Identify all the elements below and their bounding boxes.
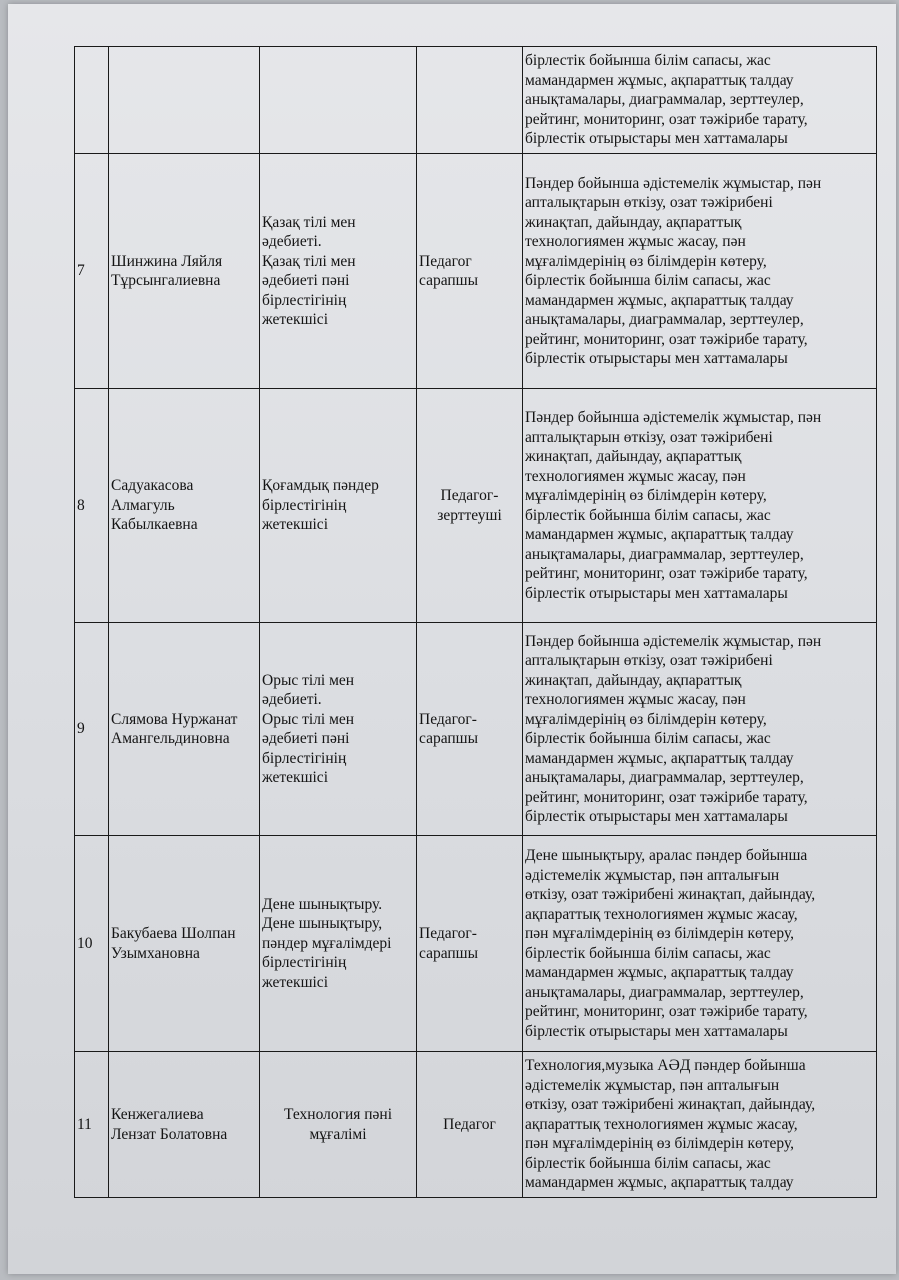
duties-cell <box>523 154 877 389</box>
duties-line: әдістемелік жұмыстар, пән апталығын <box>525 866 780 884</box>
subject-line: мұғалімі <box>309 1125 367 1143</box>
subject-line: Қоғамдық пәндер <box>262 477 379 495</box>
row-number-cell <box>75 623 109 836</box>
row-number: 7 <box>77 262 85 280</box>
duties-line: технологиямен жұмыс жасау, пән <box>525 233 746 250</box>
staff-name-line: Узымхановна <box>111 944 200 962</box>
duties-line: ақпараттық технологиямен жұмыс жасау, <box>525 905 798 923</box>
name-cell <box>109 154 260 389</box>
subject-line: Қазақ тілі мен <box>262 213 356 231</box>
duties-line: пән мұғалімдерінің өз білімдерін көтеру, <box>525 925 795 942</box>
row-number: 11 <box>77 1115 92 1133</box>
subject-cell <box>260 1052 417 1198</box>
duties-line: Дене шынықтыру, аралас пәндер бойынша <box>525 847 808 864</box>
subject-line: әдебиеті пәні <box>262 272 350 289</box>
duties-line: мамандармен жұмыс, ақпараттық талдау <box>525 71 794 89</box>
duties-line: мұғалімдерінің өз білімдерін көтеру, <box>525 710 767 728</box>
staff-name-line: Тұрсынгалиевна <box>111 272 221 289</box>
duties-line: анықтамалары, диаграммалар, зерттеулер, <box>525 983 804 1001</box>
duties-line: мамандармен жұмыс, ақпараттық талдау <box>525 1174 794 1192</box>
duties-cell <box>523 623 877 836</box>
subject-line: Қазақ тілі мен <box>262 252 356 270</box>
subject-line: жетекшісі <box>262 516 328 534</box>
duties-line: бірлестік бойынша білім сапасы, жас <box>525 52 771 70</box>
duties-line: анықтамалары, диаграммалар, зерттеулер, <box>525 91 804 109</box>
subject-cell <box>260 836 417 1052</box>
duties-line: жинақтап, дайындау, ақпараттық <box>525 448 742 465</box>
duties-line: бірлестік бойынша білім сапасы, жас <box>525 506 771 524</box>
category-line: Педагог- <box>440 487 499 504</box>
category-line: зерттеуші <box>437 506 502 524</box>
duties-line: Пәндер бойынша әдістемелік жұмыстар, пән <box>525 632 822 650</box>
duties-line: апталықтарын өткізу, озат тәжірибені <box>525 428 773 446</box>
staff-name-line: Кенжегалиева <box>111 1106 204 1123</box>
subject-line: әдебиеті пәні <box>262 730 350 747</box>
duties-line: рейтинг, мониторинг, озат тәжірибе тарату, <box>525 565 808 582</box>
category-cell <box>417 47 523 154</box>
subject-cell <box>260 623 417 836</box>
row-number-cell <box>75 836 109 1052</box>
duties-line: әдістемелік жұмыстар, пән апталығын <box>525 1076 780 1094</box>
duties-line: бірлестік бойынша білім сапасы, жас <box>525 944 771 962</box>
duties-line: апталықтарын өткізу, озат тәжірибені <box>525 652 773 669</box>
category-line: сарапшы <box>419 272 479 289</box>
staff-name-line: Амангельдиновна <box>111 730 230 747</box>
duties-cell <box>523 389 877 623</box>
subject-line: әдебиеті. <box>262 233 322 250</box>
duties-line: технологиямен жұмыс жасау, пән <box>525 467 746 485</box>
duties-line: Технология,музыка АӘД пәндер бойынша <box>525 1057 806 1075</box>
duties-line: бірлестік отырыстары мен хаттамалары <box>525 808 788 825</box>
staff-name-line: Лензат Болатовна <box>111 1125 228 1143</box>
duties-line: өткізу, озат тәжірибені жинақтап, дайындау, <box>525 886 816 903</box>
duties-line: анықтамалары, диаграммалар, зерттеулер, <box>525 769 804 786</box>
duties-line: анықтамалары, диаграммалар, зерттеулер, <box>525 311 804 328</box>
duties-line: бірлестік бойынша білім сапасы, жас <box>525 272 771 289</box>
staff-name-line: Садуакасова <box>111 477 194 495</box>
subject-line: Дене шынықтыру. <box>262 895 383 913</box>
duties-line: өткізу, озат тәжірибені жинақтап, дайындау, <box>525 1096 816 1114</box>
subject-line: пәндер мұғалімдері <box>262 934 392 952</box>
staff-table-body <box>75 47 877 1198</box>
table-row <box>75 389 877 623</box>
duties-line: Пәндер бойынша әдістемелік жұмыстар, пән <box>525 174 822 192</box>
category-line: Педагог- <box>419 925 477 942</box>
subject-cell <box>260 389 417 623</box>
duties-line: технологиямен жұмыс жасау, пән <box>525 691 746 708</box>
subject-line: жетекшісі <box>262 311 328 328</box>
row-number-cell <box>75 389 109 623</box>
duties-cell <box>523 1052 877 1198</box>
table-row <box>75 154 877 389</box>
category-line: сарапшы <box>419 730 479 747</box>
category-cell <box>417 389 523 623</box>
duties-line: бірлестік бойынша білім сапасы, жас <box>525 730 771 747</box>
duties-line: жинақтап, дайындау, ақпараттық <box>525 671 742 689</box>
duties-line: мамандармен жұмыс, ақпараттық талдау <box>525 291 794 309</box>
category-cell <box>417 154 523 389</box>
duties-line: пән мұғалімдерінің өз білімдерін көтеру, <box>525 1135 795 1153</box>
duties-line: рейтинг, мониторинг, озат тәжірибе тарату, <box>525 1003 808 1020</box>
duties-line: рейтинг, мониторинг, озат тәжірибе тарату, <box>525 788 808 806</box>
table-row <box>75 47 877 154</box>
staff-name-line: Алмагуль <box>111 496 175 514</box>
name-cell <box>109 836 260 1052</box>
subject-line: бірлестігінің <box>262 291 347 309</box>
table-row <box>75 623 877 836</box>
row-number: 8 <box>77 496 85 514</box>
subject-line: әдебиеті. <box>262 691 322 708</box>
category-cell <box>417 1052 523 1198</box>
category-line: Педагог <box>419 252 472 270</box>
staff-name-line: Бакубаева Шолпан <box>111 925 236 942</box>
duties-line: мамандармен жұмыс, ақпараттық талдау <box>525 526 794 543</box>
category-line: сарапшы <box>419 944 479 962</box>
duties-line: бірлестік отырыстары мен хаттамалары <box>525 350 788 367</box>
subject-line: Дене шынықтыру, <box>262 915 383 933</box>
subject-line: Орыс тілі мен <box>262 671 355 689</box>
staff-name-line: Кабылкаевна <box>111 516 198 534</box>
row-number-cell <box>75 47 109 154</box>
category-cell <box>417 623 523 836</box>
duties-line: мамандармен жұмыс, ақпараттық талдау <box>525 964 794 981</box>
name-cell <box>109 389 260 623</box>
row-number: 9 <box>77 720 85 738</box>
duties-line: анықтамалары, диаграммалар, зерттеулер, <box>525 545 804 563</box>
subject-line: бірлестігінің <box>262 954 347 972</box>
duties-line: ақпараттық технологиямен жұмыс жасау, <box>525 1115 798 1133</box>
name-cell <box>109 1052 260 1198</box>
staff-name-line: Шинжина Ляйля <box>111 252 223 270</box>
row-number-cell <box>75 154 109 389</box>
staff-name-line: Слямова Нуржанат <box>111 710 238 728</box>
duties-line: мамандармен жұмыс, ақпараттық талдау <box>525 749 794 767</box>
table-row <box>75 836 877 1052</box>
name-cell <box>109 47 260 154</box>
category-line: Педагог <box>443 1115 496 1133</box>
subject-line: Технология пәні <box>283 1106 393 1123</box>
category-line: Педагог- <box>419 710 477 728</box>
duties-line: апталықтарын өткізу, озат тәжірибені <box>525 194 773 211</box>
duties-line: рейтинг, мониторинг, озат тәжірибе тарату, <box>525 330 808 348</box>
duties-line: бірлестік отырыстары мен хаттамалары <box>525 130 788 148</box>
duties-cell <box>523 836 877 1052</box>
row-number: 10 <box>77 934 93 952</box>
subject-line: жетекшісі <box>262 973 328 991</box>
category-cell <box>417 836 523 1052</box>
subject-line: Орыс тілі мен <box>262 710 355 728</box>
duties-line: мұғалімдерінің өз білімдерін көтеру, <box>525 487 767 504</box>
duties-line: бірлестік отырыстары мен хаттамалары <box>525 1022 788 1040</box>
duties-line: жинақтап, дайындау, ақпараттық <box>525 213 742 231</box>
row-number-cell <box>75 1052 109 1198</box>
duties-cell <box>523 47 877 154</box>
duties-line: рейтинг, мониторинг, озат тәжірибе тарату, <box>525 110 808 128</box>
duties-line: бірлестік отырыстары мен хаттамалары <box>525 584 788 602</box>
document-page <box>8 4 896 1274</box>
staff-table <box>74 46 877 1198</box>
subject-cell <box>260 47 417 154</box>
duties-line: мұғалімдерінің өз білімдерін көтеру, <box>525 252 767 270</box>
subject-line: бірлестігінің <box>262 749 347 767</box>
subject-cell <box>260 154 417 389</box>
subject-line: бірлестігінің <box>262 496 347 514</box>
subject-line: жетекшісі <box>262 769 328 786</box>
duties-line: бірлестік бойынша білім сапасы, жас <box>525 1154 771 1172</box>
name-cell <box>109 623 260 836</box>
table-row <box>75 1052 877 1198</box>
duties-line: Пәндер бойынша әдістемелік жұмыстар, пән <box>525 409 822 426</box>
